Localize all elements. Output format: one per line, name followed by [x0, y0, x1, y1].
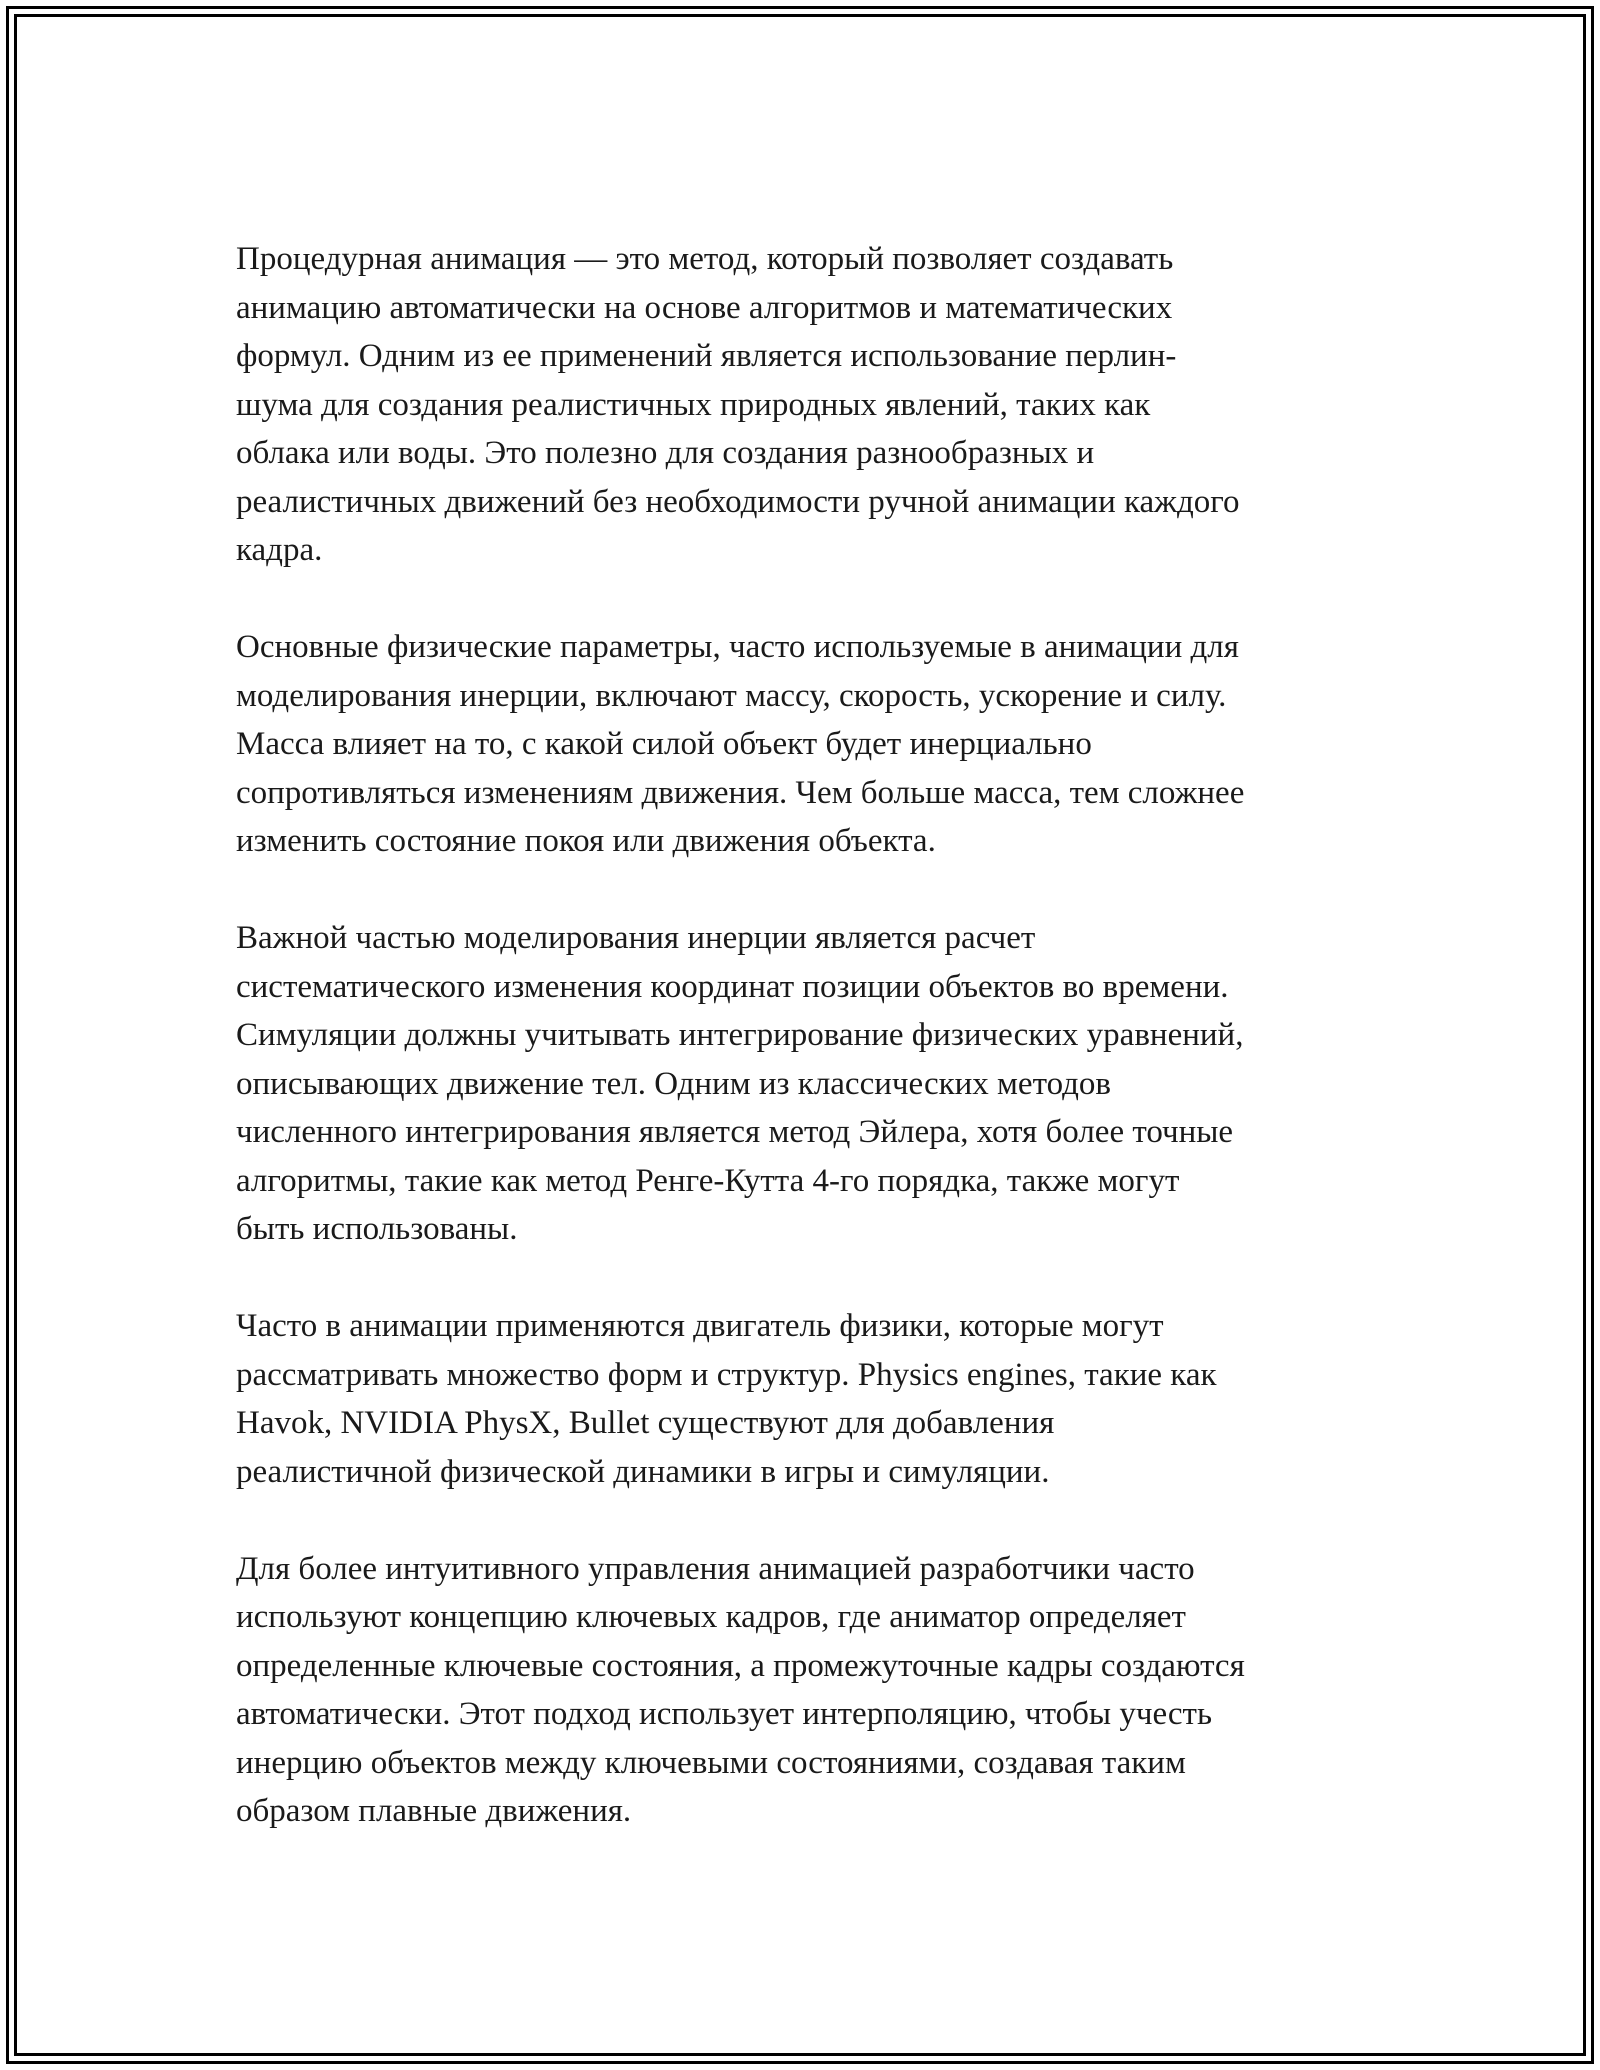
- text-line: облака или воды. Это полезно для создания разнообразных и: [236, 435, 1095, 471]
- text-line: Основные физические параметры, часто используемые в анимации для: [236, 629, 1239, 665]
- text-line: кадра.: [236, 532, 323, 568]
- text-line: Часто в анимации применяются двигатель физики, которые могут: [236, 1308, 1164, 1344]
- text-line: моделирования инерции, включают массу, скорость, ускорение и силу.: [236, 677, 1227, 714]
- text-line: описывающих движение тел. Одним из классических методов: [236, 1065, 1111, 1102]
- text-line: реалистичных движений без необходимости ручной анимации каждого: [236, 483, 1240, 520]
- text-line: автоматически. Этот подход использует интерполяцию, чтобы учесть: [236, 1696, 1213, 1732]
- text-line: анимацию автоматически на основе алгоритмов и математических: [236, 289, 1173, 326]
- text-line: используют концепцию ключевых кадров, где аниматор определяет: [236, 1599, 1186, 1635]
- paragraph-procedural-animation: [236, 235, 1386, 575]
- text-line: шума для создания реалистичных природных явлений, таких как: [236, 386, 1151, 423]
- paragraph-physics-engines: [236, 1302, 1386, 1496]
- text-line: Масса влияет на то, с какой силой объект будет инерциально: [236, 726, 1092, 762]
- text-line: реалистичной физической динамики в игры и симуляции.: [236, 1453, 1050, 1490]
- text-line: изменить состояние покоя или движения объекта.: [236, 823, 936, 859]
- text-line: сопротивляться изменениям движения. Чем больше масса, тем сложнее: [236, 774, 1245, 811]
- text-line: систематического изменения координат позиции объектов во времени.: [236, 968, 1229, 1005]
- text-line: Симуляции должны учитывать интегрирование физических уравнений,: [236, 1017, 1244, 1053]
- paragraph-keyframes: [236, 1545, 1386, 1836]
- text-line: инерцию объектов между ключевыми состояниями, создавая таким: [236, 1744, 1186, 1781]
- text-line: численного интегрирования является метод Эйлера, хотя более точные: [236, 1114, 1234, 1150]
- text-line: алгоритмы, такие как метод Ренге-Кутта 4-го порядка, также могут: [236, 1162, 1180, 1199]
- text-line: Процедурная анимация — это метод, который позволяет создавать: [236, 241, 1174, 277]
- text-line: определенные ключевые состояния, а промежуточные кадры создаются: [236, 1647, 1245, 1684]
- paragraph-physical-parameters: [236, 623, 1386, 866]
- text-line: Важной частью моделирования инерции является расчет: [236, 920, 1036, 956]
- text-line: образом плавные движения.: [236, 1793, 632, 1829]
- text-line: рассматривать множество форм и структур. Physics engines, такие как: [236, 1356, 1217, 1393]
- document-body: [236, 235, 1386, 1884]
- paragraph-inertia-modeling: [236, 914, 1386, 1254]
- text-line: Havok, NVIDIA PhysX, Bullet существуют для добавления: [236, 1405, 1055, 1441]
- text-line: формул. Одним из ее применений является использование перлин-: [236, 338, 1177, 374]
- text-line: быть использованы.: [236, 1211, 518, 1247]
- text-line: Для более интуитивного управления анимацией разработчики часто: [236, 1550, 1195, 1587]
